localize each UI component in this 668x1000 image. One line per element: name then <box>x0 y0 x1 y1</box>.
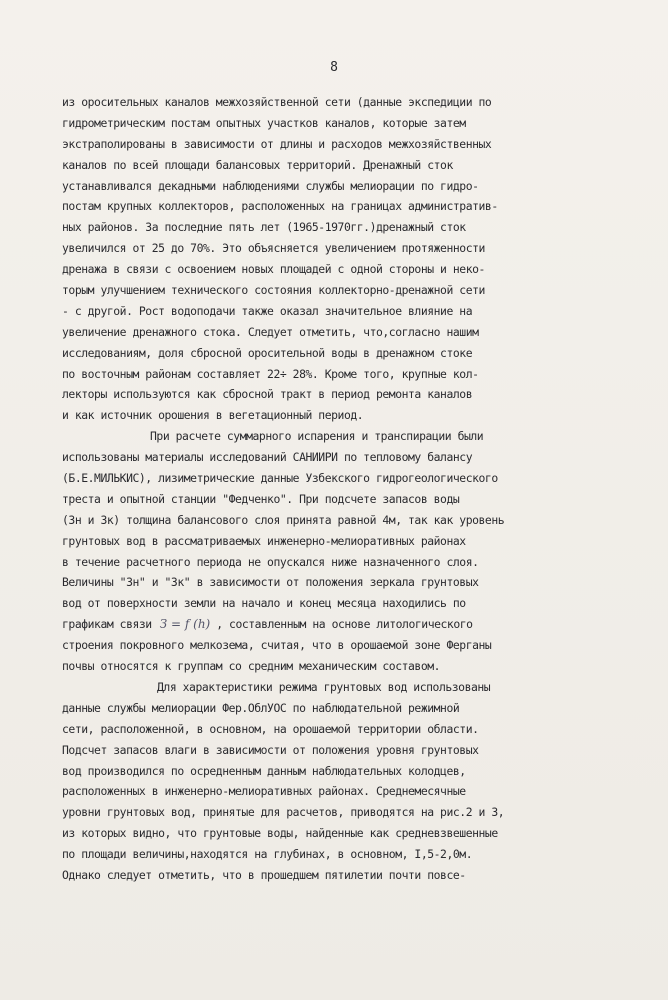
text-run: графикам связи <box>62 617 152 632</box>
text-line: по площади величины,находятся на глубинах, в основном, I,5-2,0м. <box>62 847 473 862</box>
text-line: - с другой. Рост водоподачи также оказал значительное влияние на <box>62 303 473 318</box>
text-line: (Б.Е.МИЛЬКИС), лизиметрические данные Узбекского гидрогеологического <box>62 471 498 486</box>
formula-line <box>62 614 642 635</box>
text-line: в течение расчетного периода не опускался ниже назначенного слоя. <box>62 554 479 569</box>
text-line: устанавливался декадными наблюдениями службы мелиорации по гидро- <box>62 178 479 193</box>
text-line: Для характеристики режима грунтовых вод использованы <box>157 679 491 694</box>
text-line: постам крупных коллекторов, расположенных на границах административ- <box>62 199 498 214</box>
page-number: 8 <box>330 60 338 75</box>
paragraph-2 <box>62 426 642 677</box>
text-line: треста и опытной станции "Федченко". При подсчете запасов воды <box>62 491 460 506</box>
text-line: данные службы мелиорации Фер.ОблУОС по наблюдательной режимной <box>62 700 460 715</box>
text-line: почвы относятся к группам со средним механическим составом. <box>62 659 441 674</box>
paragraph-1 <box>62 92 642 426</box>
text-line: исследованиям, доля сбросной оросительной воды в дренажном стоке <box>62 345 473 360</box>
text-line: строения покровного мелкозема, считая, что в орошаемой зоне Ферганы <box>62 638 492 653</box>
text-line: грунтовых вод в рассматриваемых инженерно-мелиоративных районах <box>62 533 466 548</box>
handwritten-formula: З = f (h) <box>159 617 211 632</box>
text-line: дренажа в связи с освоением новых площадей с одной стороны и неко- <box>62 262 485 277</box>
text-line: лекторы используются как сбросной тракт в период ремонта каналов <box>62 387 473 402</box>
body-text <box>62 92 642 886</box>
text-line: (Зн и Зк) толщина балансового слоя принята равной 4м, так как уровень <box>62 512 505 527</box>
paragraph-3 <box>62 677 642 886</box>
text-line: по восточным районам составляет 22÷ 28%. Кроме того, крупные кол- <box>62 366 479 381</box>
text-line: Подсчет запасов влаги в зависимости от положения уровня грунтовых <box>62 742 479 757</box>
text-line: сети, расположенной, в основном, на орошаемой территории области. <box>62 721 479 736</box>
text-line: из которых видно, что грунтовые воды, найденные как средневзвешенные <box>62 826 498 841</box>
text-line: экстраполированы в зависимости от длины и расходов межхозяйственных <box>62 136 492 151</box>
text-line: При расчете суммарного испарения и транспирации были <box>150 429 484 444</box>
text-line: увеличился от 25 до 70%. Это объясняется увеличением протяженности <box>62 241 485 256</box>
text-line: ных районов. За последние пять лет (1965-1970гг.)дренажный сток <box>62 220 466 235</box>
text-line: вод производился по осредненным данным наблюдательных колодцев, <box>62 763 466 778</box>
text-line: вод от поверхности земли на начало и конец месяца находились по <box>62 596 466 611</box>
text-line: гидрометрическим постам опытных участков каналов, которые затем <box>62 115 466 130</box>
text-line: Однако следует отметить, что в прошедшем пятилетии почти повсе- <box>62 867 466 882</box>
text-line: увеличение дренажного стока. Следует отметить, что,согласно нашим <box>62 324 479 339</box>
text-line: торым улучшением технического состояния коллекторно-дренажной сети <box>62 283 485 298</box>
text-run: , составленным на основе литологического <box>216 617 473 632</box>
text-line: расположенных в инженерно-мелиоративных районах. Среднемесячные <box>62 784 466 799</box>
text-line: Величины "Зн" и "Зк" в зависимости от положения зеркала грунтовых <box>62 575 479 590</box>
text-line: уровни грунтовых вод, принятые для расчетов, приводятся на рис.2 и 3, <box>62 805 505 820</box>
text-line: и как источник орошения в вегетационный период. <box>62 408 364 423</box>
text-line: использованы материалы исследований САНИИРИ по тепловому балансу <box>62 450 473 465</box>
text-line: из оросительных каналов межхозяйственной сети (данные экспедиции по <box>62 95 492 109</box>
text-line: каналов по всей площади балансовых территорий. Дренажный сток <box>62 157 453 172</box>
